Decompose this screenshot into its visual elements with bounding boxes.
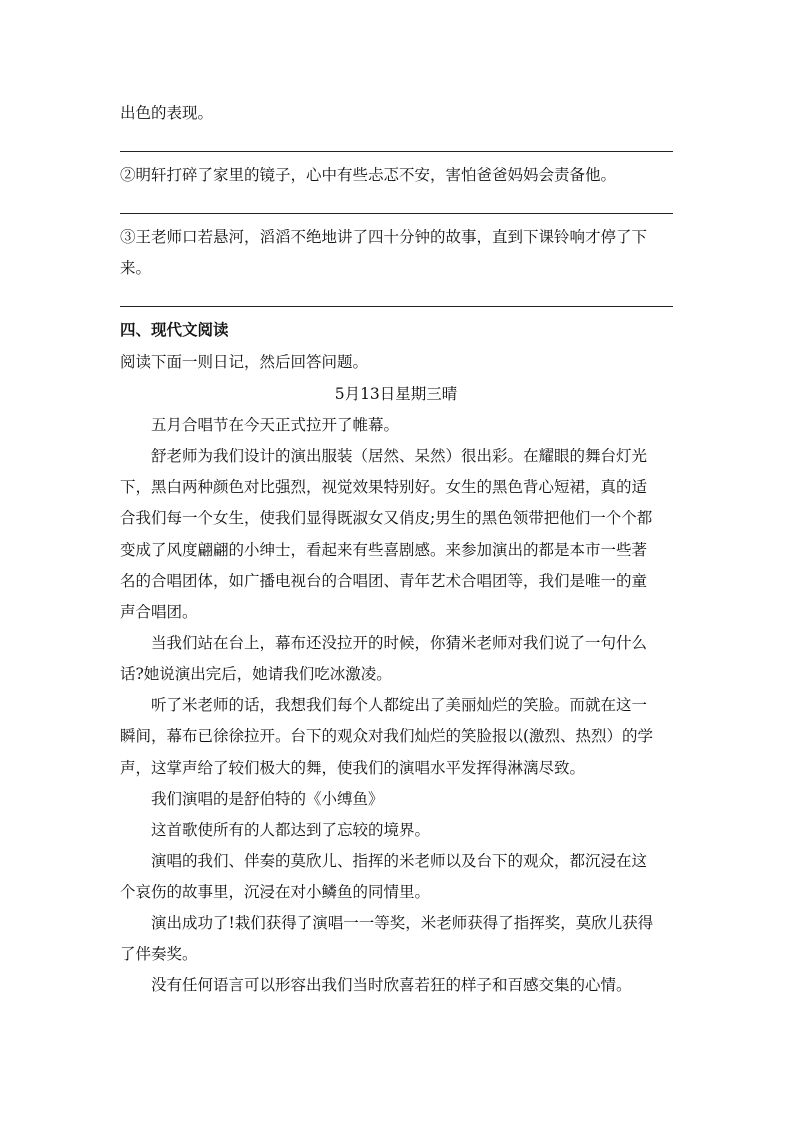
diary-paragraph-6: 这首歌使所有的人都达到了忘较的境界。	[151, 821, 431, 839]
section-instruction: 阅读下面一则日记，然后回答问题。	[120, 353, 369, 371]
answer-2: ②明轩打碎了家里的镜子，心中有些忐忑不安，害怕爸爸妈妈会责备他。	[120, 166, 617, 184]
diary-date: 5月13日星期三晴	[334, 385, 458, 403]
diary-paragraph-7-line-1: 演唱的我们、伴奏的莫欣儿、指挥的米老师以及台下的观众，都沉浸在这	[151, 852, 648, 870]
diary-paragraph-2-line-4: 变成了风度翩翩的小绅士，看起来有些喜剧感。来参加演出的都是本市一些著	[120, 541, 648, 559]
diary-paragraph-3-line-1: 当我们站在台上，幕布还没拉开的时候，你猜米老师对我们说了一句什么	[151, 634, 648, 652]
diary-paragraph-1: 五月合唱节在今天正式拉开了帷幕。	[151, 416, 400, 434]
diary-paragraph-9: 没有任何语言可以形容出我们当时欣喜若狂的样子和百感交集的心情。	[151, 976, 632, 994]
diary-paragraph-4-line-3: 声，这掌声给了较们极大的舞，使我们的演唱水平发挥得淋漓尽致。	[120, 759, 586, 777]
diary-paragraph-5: 我们演唱的是舒伯特的《小缚鱼》	[151, 790, 384, 808]
answer-rule-3	[120, 306, 673, 307]
diary-paragraph-2-line-3: 合我们每一个女生，使我们显得既淑女又俏皮;男生的黑色领带把他们一个个都	[120, 509, 653, 527]
diary-paragraph-3-line-2: 话?她说演出完后，她请我们吃冰激凌。	[120, 665, 392, 683]
diary-paragraph-2-line-6: 声合唱团。	[120, 603, 198, 621]
diary-paragraph-8-line-1: 演出成功了!栽们获得了演唱一一等奖，米老师获得了指挥奖，莫欣儿获得	[151, 914, 654, 932]
diary-paragraph-2-line-5: 名的合唱团体，如广播电视台的合唱团、青年艺术合唱团等，我们是唯一的童	[120, 572, 648, 590]
answer-rule-1	[120, 151, 673, 152]
diary-paragraph-4-line-1: 听了米老师的话，我想我们每个人都绽出了美丽灿烂的笑脸。而就在这一	[151, 696, 648, 714]
answer-3-line-1: ③王老师口若悬河，滔滔不绝地讲了四十分钟的故事，直到下课铃响才停了下	[120, 228, 648, 246]
diary-paragraph-7-line-2: 个哀伤的故事里，沉浸在对小鳞鱼的同情里。	[120, 883, 431, 901]
diary-paragraph-2-line-1: 舒老师为我们设计的演出服装（居然、呆然）很出彩。在耀眼的舞台灯光	[151, 447, 648, 465]
diary-paragraph-2-line-2: 下，黑白两种颜色对比强烈，视觉效果特别好。女生的黑色背心短裙，真的适	[120, 478, 648, 496]
diary-paragraph-8-line-2: 了伴奏奖。	[120, 945, 198, 963]
answer-1-continuation: 出色的表现。	[120, 104, 214, 122]
section-title: 四、现代文阅读	[120, 321, 229, 339]
diary-paragraph-4-line-2: 瞬间，幕布已徐徐拉开。台下的观众对我们灿烂的笑脸报以(激烈、热烈）的学	[120, 727, 654, 745]
answer-rule-2	[120, 213, 673, 214]
answer-3-line-2: 来。	[120, 259, 152, 277]
